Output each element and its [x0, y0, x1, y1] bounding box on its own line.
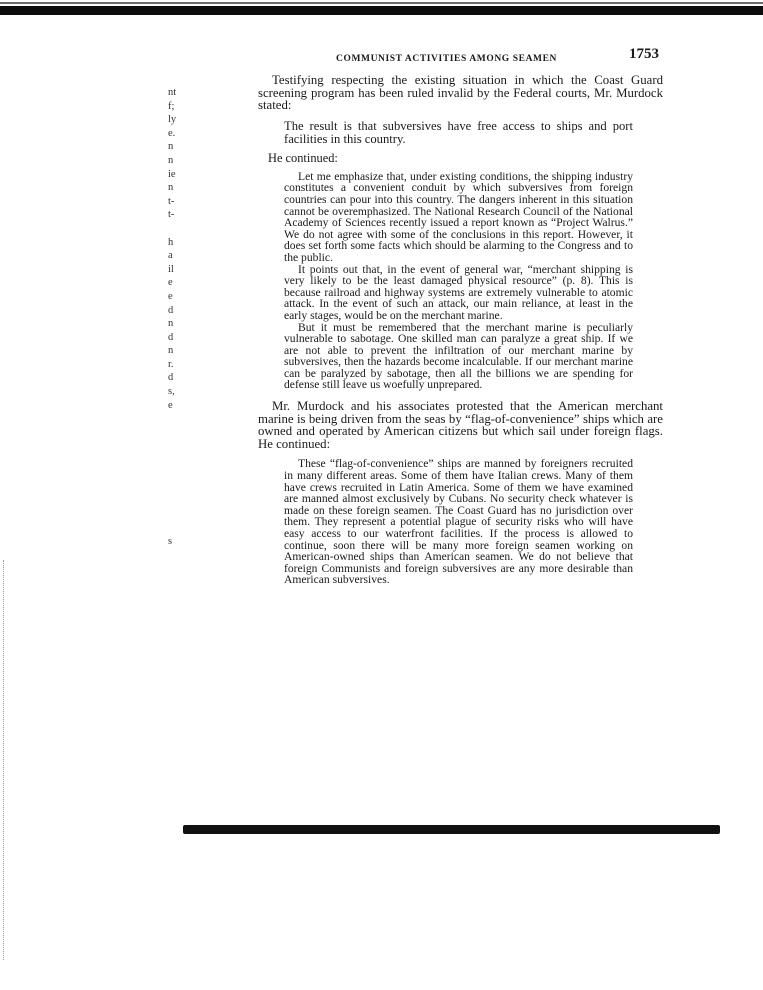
gutter-fragment: [168, 412, 182, 426]
gutter-fragment: [168, 426, 182, 440]
gutter-fragment: ly: [168, 114, 177, 126]
top-border-thin: [0, 2, 763, 4]
quote-2c-text: But it must be remembered that the merchant marine is peculiarly vulnerable to sabotage. One skilled man can paralyze a great ship. If we are not able to prevent the infiltration of our merchant marine by subversives, then the hazards become incalculable. If our merchant marine can be paralyzed by sabotage, then all the billions we are spending for defense still leave us woefully unprepared.: [284, 320, 633, 392]
gutter-fragment: [168, 222, 182, 236]
bottom-border: [183, 825, 720, 834]
gutter-fragment: d: [168, 372, 174, 384]
gutter-fragment: n: [168, 154, 174, 166]
gutter-fragment: t-: [168, 209, 175, 221]
quote-block-2: [284, 171, 633, 391]
gutter-fragment: t-: [168, 195, 175, 207]
gutter-fragment: n: [168, 182, 174, 194]
running-title: COMMUNIST ACTIVITIES AMONG SEAMEN: [336, 54, 558, 64]
gutter-fragment: s,: [168, 386, 175, 398]
gutter-fragment: n: [168, 345, 174, 357]
gutter-fragment: il: [168, 263, 174, 275]
running-head: [258, 42, 663, 66]
gutter-fragment: [168, 507, 182, 521]
gutter-fragment: e.: [168, 127, 176, 139]
gutter-fragment: [168, 467, 182, 481]
murdock-protest-paragraph: Mr. Murdock and his associates protested that the American merchant marine is being driven from the seas by “flag-of-convenience” ships which are owned and operated by American citizens but which sail under foreign flags. He continued:: [258, 399, 663, 451]
gutter-fragment: nt: [168, 87, 177, 98]
gutter-fragment: e: [168, 290, 173, 302]
page-number: 1753: [629, 46, 659, 62]
gutter-fragment: [168, 453, 182, 467]
quote-block-1: [284, 120, 633, 146]
gutter-fragment: n: [168, 141, 174, 153]
gutter-fragment: d: [168, 304, 174, 316]
scan-edge-marks: [3, 560, 5, 960]
gutter-fragment: e: [168, 399, 173, 411]
gutter-fragment: d: [168, 331, 174, 343]
gutter-fragment: [168, 521, 182, 535]
left-gutter-fragments: [168, 86, 182, 548]
gutter-fragment: a: [168, 250, 173, 262]
gutter-fragment: [168, 480, 182, 494]
continued-label-1: He continued:: [268, 151, 338, 166]
quote-block-3: [284, 458, 633, 586]
gutter-fragment: r.: [168, 358, 174, 370]
document-page: [258, 42, 663, 586]
gutter-fragment: ie: [168, 168, 176, 180]
gutter-fragment: f;: [168, 100, 175, 112]
gutter-fragment: [168, 439, 182, 453]
gutter-fragment: e: [168, 277, 173, 289]
gutter-fragment: s: [168, 535, 173, 547]
gutter-fragment: h: [168, 236, 174, 248]
intro-paragraph: Testifying respecting the existing situation in which the Coast Guard screening program has been ruled invalid by the Federal courts, Mr. Murdock stated:: [258, 73, 663, 113]
top-border: [0, 6, 763, 15]
quote-2a-text: Let me emphasize that, under existing conditions, the shipping industry constitutes a convenient conduit by which subversives from foreign countries can pour into this country. The dangers inherent in this situation cannot be overemphasized. The National Research Council of the National Academy of Sciences recently issued a report known as “Project Walrus.” We do not agree with some of the conclusions in this report. However, it does set forth some facts which should be alarming to the Congress and to the public.: [284, 169, 633, 264]
quote-1-text: The result is that subversives have free access to ships and port facilities in this country.: [284, 118, 633, 146]
gutter-fragment: [168, 494, 182, 508]
gutter-fragment: n: [168, 318, 174, 330]
quote-3-text: These “flag-of-convenience” ships are manned by foreigners recruited in many different areas. Some of them have Italian crews. Many of them have crews recruited in Latin America. Some of them we have examined are manned almost exclusively by Cubans. No security check whatever is made on these foreign seamen. The Coast Guard has no jurisdiction over them. They represent a potential plague of security risks who will have easy access to our waterfront facilities. If the process is allowed to continue, soon there will be many more foreign seamen working on American-owned ships than American seamen. We do not believe that foreign Communists and foreign subversives are any more desirable than American subversives.: [284, 457, 633, 587]
quote-2b-text: It points out that, in the event of general war, “merchant shipping is very likely to be the least damaged physical resource” (p. 8). This is because railroad and highway systems are extremely vulnerable to atomic attack. In the event of such an attack, our main reliance, at least in the early stages, would be on the merchant marine.: [284, 262, 633, 322]
